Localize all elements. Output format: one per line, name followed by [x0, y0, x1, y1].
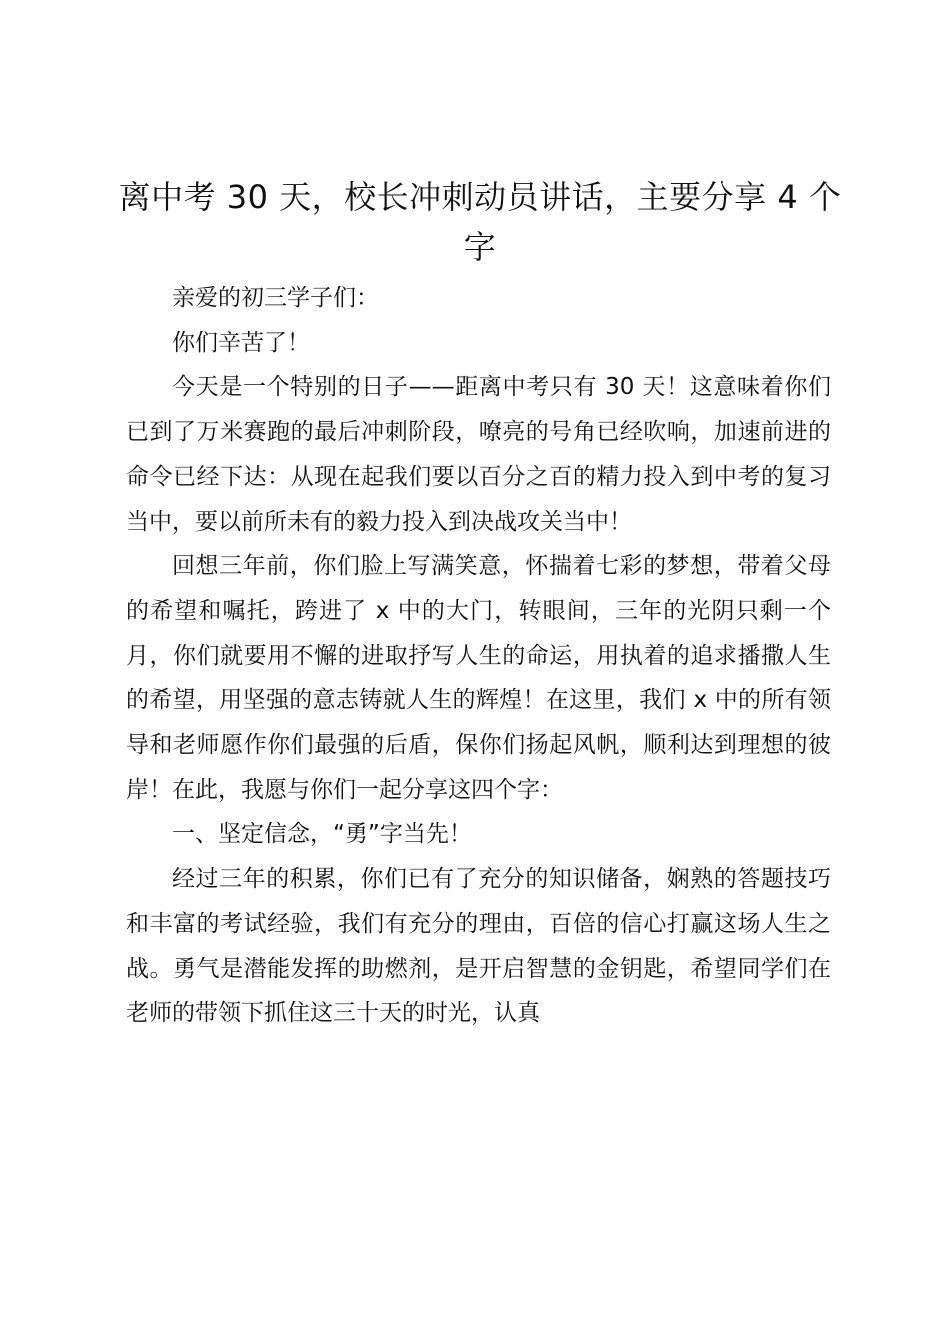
- document-title: 离中考 30 天，校长冲刺动员讲话，主要分享 4 个字: [118, 178, 842, 266]
- paragraph-greeting: 你们辛苦了！: [172, 329, 310, 356]
- paragraph-salutation: 亲爱的初三学子们：: [172, 285, 379, 311]
- paragraph-courage: 经过三年的积累，你们已有了充分的知识储备，娴熟的答题技巧和丰富的考试经验，我们有充分的理由，百倍的信心打赢这场人生之战。勇气是潜能发挥的助燃剂，是开启智慧的金钥匙，希望同学们在老师的带领下抓住这三十天的时光，认真: [126, 866, 831, 1027]
- paragraph-intro: 今天是一个特别的日子——距离中考只有 30 天！这意味着你们已到了万米赛跑的最后冲刺阶段，嘹亮的号角已经吹响，加速前进的命令已经下达：从现在起我们要以百分之百的精力投入到中考的复习当中，要以前所未有的毅力投入到决战攻关当中！: [126, 374, 831, 535]
- document-body: [126, 276, 831, 1036]
- section-heading-courage: 一、坚定信念，“勇”字当先！: [172, 821, 472, 848]
- paragraph-recall: 回想三年前，你们脸上写满笑意，怀揣着七彩的梦想，带着父母的希望和嘱托，跨进了 x 中的大门，转眼间，三年的光阴只剩一个月，你们就要用不懈的进取抒写人生的命运，用执着的追求播撒人生的希望，用坚强的意志铸就人生的辉煌！在这里，我们 x 中的所有领导和老师愿作你们最强的后盾，保你们扬起风帆，顺利达到理想的彼岸！在此，我愿与你们一起分享这四个字：: [126, 553, 831, 803]
